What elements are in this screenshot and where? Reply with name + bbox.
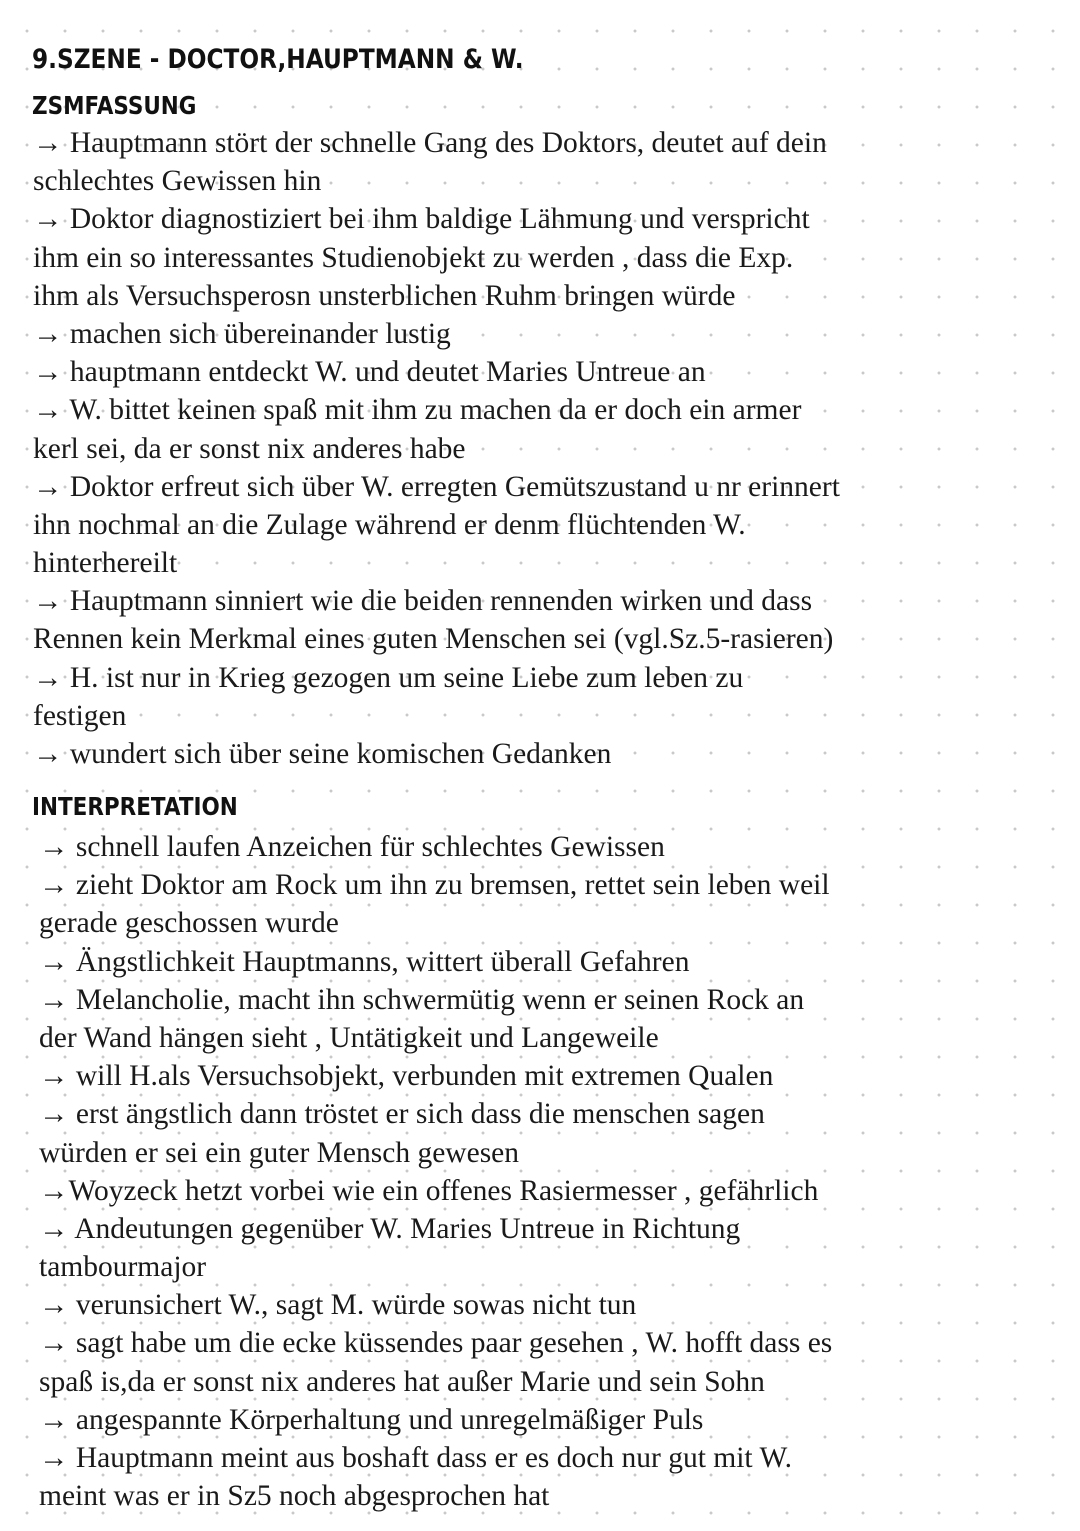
interpretation-line: →Woyzeck hetzt vorbei wie ein offenes Rasiermesser , gefährlich xyxy=(39,1174,819,1207)
summary-line: ihn nochmal an die Zulage während er denm flüchtenden W. xyxy=(33,508,746,541)
summary-line: ihm als Versuchsperosn unsterblichen Ruhm bringen würde xyxy=(33,279,736,312)
summary-line: → Hauptmann stört der schnelle Gang des Doktors, deutet auf dein xyxy=(33,127,827,159)
interpretation-text xyxy=(39,828,939,1515)
summary-line: → machen sich übereinander lustig xyxy=(33,317,451,350)
interpretation-heading: INTERPRETATION xyxy=(32,792,238,821)
interpretation-line: tambourmajor xyxy=(39,1251,207,1284)
interpretation-line: → angespannte Körperhaltung und unregelmäßiger Puls xyxy=(39,1403,704,1436)
interpretation-line: → sagt habe um die ecke küssendes paar gesehen , W. hofft dass es xyxy=(39,1327,833,1360)
summary-line: → H. ist nur in Krieg gezogen um seine Liebe zum leben zu xyxy=(33,661,744,694)
summary-line: → Doktor diagnostiziert bei ihm baldige Lähmung und verspricht xyxy=(33,203,810,236)
summary-line: hinterhereilt xyxy=(33,547,178,580)
interpretation-line: → Hauptmann meint aus boshaft dass er es doch nur gut mit W. xyxy=(39,1442,792,1474)
summary-heading: ZSMFASSUNG xyxy=(32,91,197,120)
summary-line: kerl sei, da er sonst nix anderes habe xyxy=(33,432,466,465)
summary-line: festigen xyxy=(33,699,127,732)
summary-line: → Hauptmann sinniert wie die beiden rennenden wirken und dass xyxy=(33,585,813,618)
summary-line: schlechtes Gewissen hin xyxy=(33,165,322,198)
interpretation-line: der Wand hängen sieht , Untätigkeit und Langeweile xyxy=(39,1021,659,1054)
summary-line: Rennen kein Merkmal eines guten Menschen sei (vgl.Sz.5-rasieren) xyxy=(33,623,834,656)
interpretation-line: → verunsichert W., sagt M. würde sowas nicht tun xyxy=(39,1289,637,1322)
summary-line: ihm ein so interessantes Studienobjekt zu werden , dass die Exp. xyxy=(33,241,794,274)
interpretation-line: → Andeutungen gegenüber W. Maries Untreue in Richtung xyxy=(39,1212,741,1245)
interpretation-line: gerade geschossen wurde xyxy=(39,907,339,940)
summary-line: → wundert sich über seine komischen Gedanken xyxy=(33,738,612,770)
summary-text xyxy=(33,124,933,773)
interpretation-line: → will H.als Versuchsobjekt, verbunden mit extremen Qualen xyxy=(39,1060,774,1093)
summary-line: → W. bittet keinen spaß mit ihm zu machen da er doch ein armer xyxy=(33,394,802,427)
interpretation-line: → zieht Doktor am Rock um ihn zu bremsen, rettet sein leben weil xyxy=(39,869,830,902)
interpretation-line: → erst ängstlich dann tröstet er sich dass die menschen sagen xyxy=(39,1098,765,1131)
summary-line: → Doktor erfreut sich über W. erregten Gemütszustand u nr erinnert xyxy=(33,470,840,503)
interpretation-line: → Ängstlichkeit Hauptmanns, wittert überall Gefahren xyxy=(39,945,690,978)
interpretation-line: → schnell laufen Anzeichen für schlechtes Gewissen xyxy=(39,831,665,863)
interpretation-line: spaß is,da er sonst nix anderes hat außer Marie und sein Sohn xyxy=(39,1365,765,1398)
interpretation-line: würden er sei ein guter Mensch gewesen xyxy=(39,1136,520,1169)
summary-line: → hauptmann entdeckt W. und deutet Maries Untreue an xyxy=(33,356,706,389)
page-title: 9.SZENE - DOCTOR,HAUPTMANN & W. xyxy=(32,44,524,75)
interpretation-line: meint was er in Sz5 noch abgesprochen hat xyxy=(39,1480,550,1513)
interpretation-line: → Melancholie, macht ihn schwermütig wenn er seinen Rock an xyxy=(39,983,805,1016)
